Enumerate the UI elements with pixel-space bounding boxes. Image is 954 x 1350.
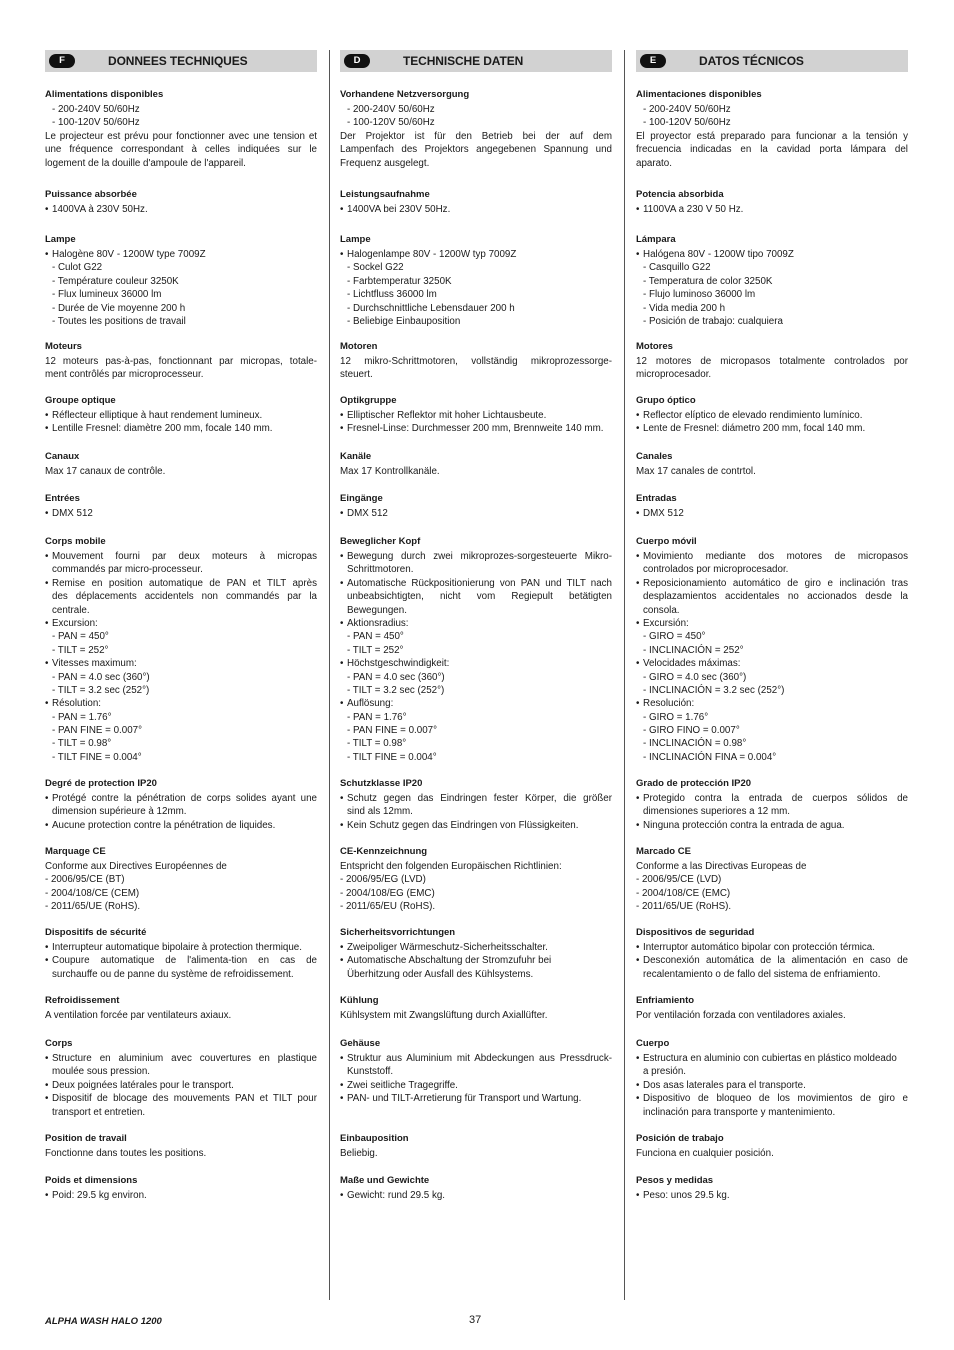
section-title: Potencia absorbida <box>636 189 724 200</box>
section-title: Dispositifs de sécurité <box>45 927 147 938</box>
text-line: - TILT = 0.98° <box>347 738 407 750</box>
section-title: Maße und Gewichte <box>340 1175 430 1186</box>
spec-section <box>340 1174 612 1202</box>
section-title: Cuerpo <box>636 1038 670 1049</box>
text-line: - PAN = 4.0 sec (360°) <box>52 671 150 683</box>
section-title: Beweglicher Kopf <box>340 536 421 547</box>
text-line: Entspricht den folgenden Europäischen Richtlinien: <box>340 861 562 872</box>
text-line: ment contrôlés par microprocesseur. <box>45 369 204 381</box>
text-line: - 100-120V 50/60Hz <box>347 117 435 129</box>
bullet-item: • Movimiento mediante dos motores de micropasos <box>636 550 908 563</box>
column-spanish <box>636 50 908 1201</box>
text-line: A ventilation forcée par ventilateurs axiaux. <box>45 1010 232 1021</box>
spec-section <box>340 394 612 436</box>
section-title: Marquage CE <box>45 846 106 857</box>
bullet-item: • Ninguna protección contra la entrada de agua. <box>636 819 908 832</box>
text-line: - TILT = 0.98° <box>52 738 112 750</box>
spec-section <box>636 233 908 328</box>
bullet-item: • Elliptischer Reflektor mit hoher Lichtausbeute. <box>340 409 612 422</box>
bullet-item: • Coupure automatique de l'alimenta-tion en cas de <box>45 954 317 967</box>
bullet-item: • Réflecteur elliptique à haut rendement lumineux. <box>45 409 317 422</box>
bullet-item: • DMX 512 <box>45 507 317 520</box>
spec-section <box>340 492 612 520</box>
spec-section <box>340 233 612 328</box>
text-line: - 2006/95/EG (LVD) <box>340 874 426 886</box>
text-line: des déplacements accidentels non commandés par la <box>52 591 317 603</box>
text-line: - TILT = 3.2 sec (252°) <box>52 684 150 696</box>
section-title: Schutzklasse IP20 <box>340 778 423 789</box>
text-line: microprocesador. <box>636 369 712 381</box>
text-line: Por ventilación forzada con ventiladores axiales. <box>636 1010 846 1021</box>
bullet-item: • Structure en aluminium avec couvertures en plastique <box>45 1052 317 1065</box>
bullet-item: • Remise en position automatique de PAN et TILT après <box>45 577 317 590</box>
text-line: - INCLINACIÓN = 0.98° <box>643 738 747 750</box>
text-line: Schrittmotoren. <box>347 564 414 576</box>
text-line: recalentamiento o de fallo del sistema de enfriamiento. <box>643 968 881 980</box>
text-line: steuert. <box>340 369 373 381</box>
spec-section <box>45 233 317 328</box>
spec-section <box>636 492 908 520</box>
text-line: - Farbtemperatur 3250K <box>347 275 452 287</box>
spec-section <box>636 188 908 216</box>
bullet-item: • Excursion: <box>45 617 317 630</box>
spec-section <box>340 994 612 1022</box>
spec-section <box>340 188 612 216</box>
spec-section <box>45 926 317 981</box>
text-line: inclinación para transporte y mantenimiento. <box>643 1106 836 1118</box>
bullet-item: • Lente de Fresnel: diámetro 200 mm, focal 140 mm. <box>636 422 908 435</box>
bullet-item: • Höchstgeschwindigkeit: <box>340 657 612 670</box>
text-line: - 2004/108/EG (EMC) <box>340 887 435 899</box>
text-line: - GIRO = 4.0 sec (360°) <box>643 671 747 683</box>
text-line: sind als 12mm. <box>347 806 413 818</box>
text-line: Max 17 canaux de contrôle. <box>45 466 166 477</box>
spec-section <box>636 994 908 1022</box>
text-line: - GIRO = 1.76° <box>643 711 709 723</box>
section-title: Kanäle <box>340 451 372 462</box>
text-line: - 200-240V 50/60Hz <box>52 104 140 115</box>
text-line: - Culot G22 <box>52 262 103 274</box>
text-line: Beliebig. <box>340 1148 378 1159</box>
text-line: - Sockel G22 <box>347 262 404 274</box>
bullet-item: • Automatische Rückpositionierung von PAN und TILT nach <box>340 577 612 590</box>
text-line: Kühlsystem mit Zwangslüftung durch Axiallüfter. <box>340 1010 548 1021</box>
bullet-item: • Reposicionamiento automático de giro e inclinación tras <box>636 577 908 590</box>
bullet-item: • Halogène 80V - 1200W type 7009Z <box>45 248 317 261</box>
text-line: logement de la douille d'ampoule de l'appareil. <box>45 157 246 169</box>
bullet-item: • Halógena 80V - 1200W tipo 7009Z <box>636 248 908 261</box>
spec-section <box>340 340 612 382</box>
text-line: - 2011/65/UE (RoHS). <box>636 901 732 913</box>
text-line: Conforme a las Directivas Europeas de <box>636 861 807 872</box>
bullet-item: • Interrupteur automatique bipolaire à protection thermique. <box>45 941 317 954</box>
text-line: - 2004/108/CE (EMC) <box>636 887 731 899</box>
section-title: Corps <box>45 1038 73 1049</box>
spec-section <box>45 535 317 764</box>
text-line: - TILT = 3.2 sec (252°) <box>347 684 445 696</box>
section-title: Alimentations disponibles <box>45 89 164 100</box>
text-line: El proyector está preparado para funcionar a la tensión y <box>636 130 908 142</box>
column-title: TECHNISCHE DATEN <box>403 54 524 68</box>
section-title: Canales <box>636 451 673 462</box>
text-line: - Flujo luminoso 36000 lm <box>643 289 756 301</box>
column-french <box>45 50 317 1201</box>
column-body <box>636 72 908 1201</box>
text-line: surchauffe ou de panne du système de refroidissement. <box>52 968 294 980</box>
spec-section <box>636 845 908 914</box>
spec-section <box>636 340 908 382</box>
spec-section <box>636 535 908 764</box>
spec-section <box>636 926 908 981</box>
spec-section <box>45 340 317 382</box>
bullet-item: • Protégé contre la pénétration de corps solides ayant une <box>45 792 317 805</box>
bullet-item: • Vitesses maximum: <box>45 657 317 670</box>
spec-section <box>636 1174 908 1202</box>
bullet-item: • Zweipoliger Wärmeschutz-Sicherheitsschalter. <box>340 941 612 954</box>
section-title: Enfriamiento <box>636 995 695 1006</box>
spec-section <box>45 1037 317 1119</box>
text-line: - 2004/108/CE (CEM) <box>45 887 140 899</box>
text-line: - PAN FINE = 0.007° <box>52 725 143 737</box>
text-line: frecuencia indicadas en la cavidad porta lámpara del <box>636 144 908 156</box>
text-line: a presión. <box>643 1066 687 1078</box>
text-line: - PAN = 4.0 sec (360°) <box>347 671 445 683</box>
section-title: CE-Kennzeichnung <box>340 846 428 857</box>
bullet-item: • Zwei seitliche Tragegriffe. <box>340 1079 612 1092</box>
text-line: - 200-240V 50/60Hz <box>643 104 731 115</box>
text-line: Kunststoff. <box>347 1066 394 1078</box>
text-line: Conforme aux Directives Européennes de <box>45 861 227 872</box>
spec-section <box>340 1037 612 1106</box>
spec-section <box>45 1174 317 1202</box>
text-line: - 2011/65/EU (RoHS). <box>340 901 436 913</box>
text-line: desplazamientos accidentales no accionados desde la <box>643 591 908 603</box>
spec-section <box>340 926 612 981</box>
text-line: - PAN FINE = 0.007° <box>347 725 438 737</box>
text-line: - 200-240V 50/60Hz <box>347 104 435 115</box>
section-title: Einbauposition <box>340 1133 409 1144</box>
section-title: Puissance absorbée <box>45 189 137 200</box>
spec-section <box>340 88 612 170</box>
bullet-item: • Lentille Fresnel: diamètre 200 mm, focale 140 mm. <box>45 422 317 435</box>
text-line: - Durchschnittliche Lebensdauer 200 h <box>347 302 515 314</box>
column-title: DONNEES TECHNIQUES <box>108 54 248 68</box>
text-line: - TILT = 252° <box>52 644 109 656</box>
bullet-item: • Aktionsradius: <box>340 617 612 630</box>
text-line: Bewegungen. <box>347 604 407 616</box>
section-title: Motoren <box>340 341 378 352</box>
spec-section <box>45 994 317 1022</box>
section-title: Alimentaciones disponibles <box>636 89 762 100</box>
section-title: Leistungsaufnahme <box>340 189 430 200</box>
column-divider <box>624 50 625 1300</box>
bullet-item: • Estructura en aluminio con cubiertas en plástico moldeado <box>636 1052 908 1065</box>
text-line: - INCLINACIÓN = 3.2 sec (252°) <box>643 684 785 696</box>
column-divider <box>329 50 330 1300</box>
text-line: - TILT FINE = 0.004° <box>347 751 437 763</box>
section-title: Grado de protección IP20 <box>636 778 752 789</box>
text-line: - Toutes les positions de travail <box>52 315 186 327</box>
section-title: Lampe <box>340 234 371 245</box>
section-title: Cuerpo móvil <box>636 536 697 547</box>
section-title: Posición de trabajo <box>636 1133 724 1144</box>
text-line: - Temperatura de color 3250K <box>643 275 773 287</box>
column-body <box>340 72 612 1201</box>
text-line: Le projecteur est prévu pour fonctionner avec une tension et <box>45 130 317 142</box>
text-line: - 2006/95/CE (BT) <box>45 874 125 886</box>
bullet-item: • Aucune protection contre la pénétration de liquides. <box>45 819 317 832</box>
column-header <box>340 50 612 72</box>
text-line: 12 motores de micropasos totalmente controlados por <box>636 356 908 367</box>
text-line: - 2006/95/CE (LVD) <box>636 874 722 886</box>
section-title: Optikgruppe <box>340 395 397 406</box>
text-line: consola. <box>643 604 680 616</box>
section-title: Position de travail <box>45 1133 127 1144</box>
spec-section <box>45 394 317 436</box>
text-line: - TILT = 252° <box>347 644 404 656</box>
text-line: - Durée de Vie moyenne 200 h <box>52 302 186 314</box>
text-line: - Casquillo G22 <box>643 262 711 274</box>
text-line: - PAN = 450° <box>52 631 109 643</box>
bullet-item: • Deux poignées latérales pour le transport. <box>45 1079 317 1092</box>
section-title: Pesos y medidas <box>636 1175 714 1186</box>
section-title: Kühlung <box>340 995 379 1006</box>
spec-section <box>636 88 908 170</box>
text-line: moulée sous pression. <box>52 1066 151 1078</box>
column-body <box>45 72 317 1201</box>
bullet-item: • Dos asas laterales para el transporte. <box>636 1079 908 1092</box>
bullet-item: • Velocidades máximas: <box>636 657 908 670</box>
bullet-item: • Résolution: <box>45 697 317 710</box>
column-header <box>45 50 317 72</box>
bullet-item: • Gewicht: rund 29.5 kg. <box>340 1189 612 1202</box>
text-line: commandés par micro-processeur. <box>52 564 203 576</box>
bullet-item: • Schutz gegen das Eindringen fester Körper, die größer <box>340 792 612 805</box>
footer-product-name: ALPHA WASH HALO 1200 <box>45 1316 162 1327</box>
spec-section <box>45 450 317 478</box>
text-line: - Beliebige Einbauposition <box>347 315 461 327</box>
spec-section <box>45 1132 317 1160</box>
spec-section <box>636 450 908 478</box>
bullet-item: • Struktur aus Aluminium mit Abdeckungen aus Pressdruck- <box>340 1052 612 1065</box>
text-line: - INCLINACIÓN = 252° <box>643 644 744 656</box>
bullet-item: • Kein Schutz gegen das Eindringen von Flüssigkeiten. <box>340 819 612 832</box>
text-line: Max 17 canales de contrtol. <box>636 466 756 477</box>
bullet-item: • DMX 512 <box>636 507 908 520</box>
text-line: Fonctionne dans toutes les positions. <box>45 1148 207 1159</box>
spec-section <box>636 777 908 832</box>
text-line: transport et entretien. <box>52 1106 146 1118</box>
bullet-item: • Halogenlampe 80V - 1200W typ 7009Z <box>340 248 612 261</box>
text-line: Funciona en cualquier posición. <box>636 1148 774 1159</box>
text-line: Frequenz ausgelegt. <box>340 157 430 169</box>
section-title: Sicherheitsvorrichtungen <box>340 927 456 938</box>
text-line: unbeabsichtigten, nicht vom Regiepult betätigten <box>347 591 612 603</box>
text-line: dimension supérieure à 12mm. <box>52 806 187 818</box>
spec-section <box>340 450 612 478</box>
section-title: Gehäuse <box>340 1038 381 1049</box>
bullet-item: • Bewegung durch zwei mikroprozes-sorgesteuerte Mikro- <box>340 550 612 563</box>
language-badge: E <box>640 54 666 68</box>
section-title: Vorhandene Netzversorgung <box>340 89 470 100</box>
text-line: - 2011/65/UE (RoHS). <box>45 901 141 913</box>
section-title: Lampe <box>45 234 76 245</box>
text-line: - GIRO = 450° <box>643 631 706 643</box>
section-title: Moteurs <box>45 341 82 352</box>
section-title: Entrées <box>45 493 80 504</box>
bullet-item: • PAN- und TILT-Arretierung für Transport und Wartung. <box>340 1092 612 1105</box>
section-title: Grupo óptico <box>636 395 696 406</box>
text-line: - GIRO FINO = 0.007° <box>643 725 740 737</box>
section-title: Entradas <box>636 493 677 504</box>
text-line: - 100-120V 50/60Hz <box>52 117 140 129</box>
text-line: - Posición de trabajo: cualquiera <box>643 315 783 327</box>
spec-section <box>636 1037 908 1119</box>
language-badge: D <box>344 54 370 68</box>
spec-section <box>340 845 612 914</box>
text-line: controlados por microprocesador. <box>643 564 789 576</box>
text-line: Max 17 Kontrollkanäle. <box>340 466 440 477</box>
bullet-item: • Auflösung: <box>340 697 612 710</box>
section-title: Dispositivos de seguridad <box>636 927 755 938</box>
text-line: - PAN = 450° <box>347 631 404 643</box>
bullet-item: • Resolución: <box>636 697 908 710</box>
spec-section <box>45 777 317 832</box>
text-line: - Flux lumineux 36000 lm <box>52 289 162 301</box>
text-line: Der Projektor ist für den Betrieb bei der auf dem <box>340 130 612 142</box>
text-line: 12 moteurs pas-à-pas, fonctionnant par micropas, totale- <box>45 356 317 367</box>
text-line: - PAN = 1.76° <box>52 711 112 723</box>
text-line: centrale. <box>52 604 90 616</box>
section-title: Corps mobile <box>45 536 106 547</box>
bullet-item: • 1100VA a 230 V 50 Hz. <box>636 203 908 216</box>
bullet-item: • Dispositivo de bloqueo de los movimientos de giro e <box>636 1092 908 1105</box>
column-title: DATOS TÉCNICOS <box>699 54 804 68</box>
bullet-item: • Excursión: <box>636 617 908 630</box>
section-title: Groupe optique <box>45 395 116 406</box>
bullet-item: • Automatische Abschaltung der Stromzufuhr bei <box>340 954 612 967</box>
text-line: - PAN = 1.76° <box>347 711 407 723</box>
spec-section <box>636 1132 908 1160</box>
text-line: - TILT FINE = 0.004° <box>52 751 142 763</box>
text-line: - Lichtfluss 36000 lm <box>347 289 437 301</box>
text-line: dimensiones superiores a 12 mm. <box>643 806 791 818</box>
bullet-item: • Poid: 29.5 kg environ. <box>45 1189 317 1202</box>
bullet-item: • Interruptor automático bipolar con protección térmica. <box>636 941 908 954</box>
text-line: 12 mikro-Schrittmotoren, vollständig mikroprozessorge- <box>340 356 612 367</box>
section-title: Motores <box>636 341 673 352</box>
spec-section <box>45 188 317 216</box>
section-title: Canaux <box>45 451 80 462</box>
spec-section <box>636 394 908 436</box>
language-badge: F <box>49 54 75 68</box>
spec-section <box>45 845 317 914</box>
text-line: Lampenfach des Projektors angegebenen Spannung und <box>340 144 612 156</box>
bullet-item: • Mouvement fourni par deux moteurs à micropas <box>45 550 317 563</box>
text-line: - INCLINACIÓN FINA = 0.004° <box>643 751 777 763</box>
bullet-item: • DMX 512 <box>340 507 612 520</box>
bullet-item: • Dispositif de blocage des mouvements PAN et TILT pour <box>45 1092 317 1105</box>
bullet-item: • Desconexión automática de la alimentación en caso de <box>636 954 908 967</box>
text-line: une fréquence correspondant à celles indiquées sur le <box>45 144 317 156</box>
bullet-item: • 1400VA à 230V 50Hz. <box>45 203 317 216</box>
text-line: - Température couleur 3250K <box>52 275 179 287</box>
page-number: 37 <box>469 1314 482 1326</box>
bullet-item: • Fresnel-Linse: Durchmesser 200 mm, Brennweite 140 mm. <box>340 422 612 435</box>
spec-section <box>45 492 317 520</box>
text-line: Überhitzung oder Ausfall des Kühlsystems. <box>347 968 534 980</box>
spec-section <box>45 88 317 170</box>
spec-section <box>340 1132 612 1160</box>
section-title: Degré de protection IP20 <box>45 778 157 789</box>
bullet-item: • Protegido contra la entrada de cuerpos sólidos de <box>636 792 908 805</box>
text-line: - 100-120V 50/60Hz <box>643 117 731 129</box>
section-title: Lámpara <box>636 234 676 245</box>
section-title: Marcado CE <box>636 846 691 857</box>
section-title: Eingänge <box>340 493 383 504</box>
spec-section <box>340 535 612 764</box>
spec-section <box>340 777 612 832</box>
bullet-item: • Peso: unos 29.5 kg. <box>636 1189 908 1202</box>
bullet-item: • Reflector elíptico de elevado rendimiento lumínico. <box>636 409 908 422</box>
column-header <box>636 50 908 72</box>
text-line: - Vida media 200 h <box>643 302 726 314</box>
section-title: Poids et dimensions <box>45 1175 138 1186</box>
text-line: aparato. <box>636 157 672 169</box>
section-title: Refroidissement <box>45 995 120 1006</box>
column-german <box>340 50 612 1201</box>
bullet-item: • 1400VA bei 230V 50Hz. <box>340 203 612 216</box>
